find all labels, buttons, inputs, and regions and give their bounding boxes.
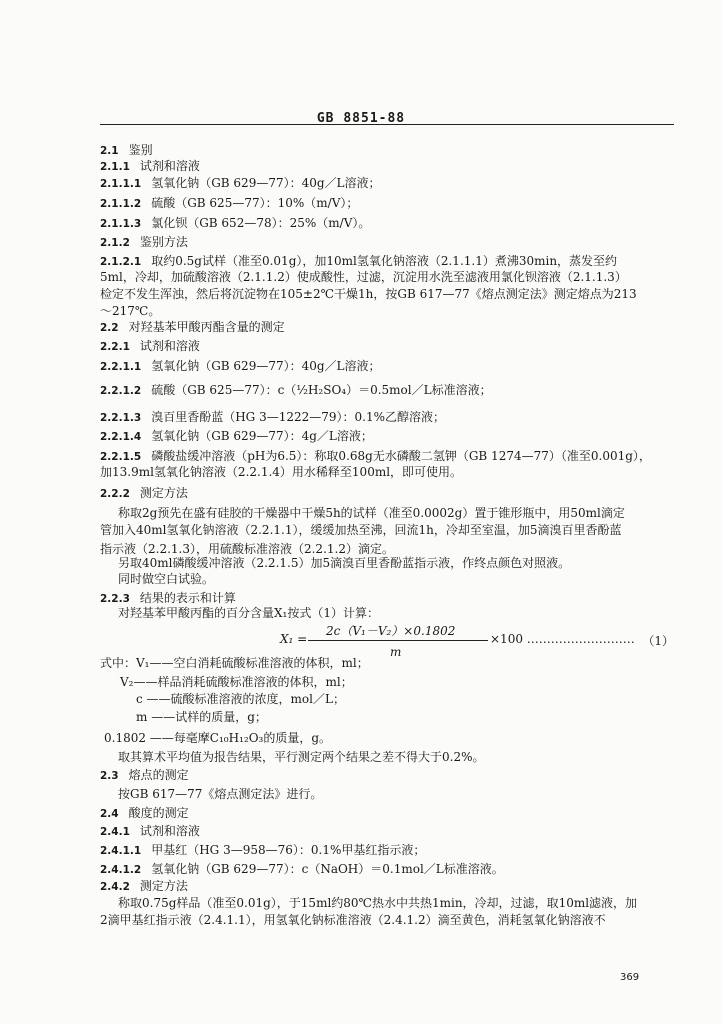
text-line (104, 731, 678, 746)
document-header: GB 8851-88 (316, 111, 406, 126)
text-line (136, 710, 710, 725)
clause-number: 2.4 (100, 808, 119, 820)
formula-1 (280, 622, 674, 658)
clause-number: 2.2.3 (100, 593, 130, 605)
text-line (100, 523, 674, 538)
clause-text: 指示液（2.2.1.3），用硫酸标准溶液（2.2.1.2）滴定。 (100, 542, 394, 556)
clause-number: 2.1.2 (100, 237, 130, 249)
clause-text: 溴百里香酚蓝（HG 3—1222—79）：0.1%乙醇溶液； (151, 410, 445, 424)
clause-2-2-3 (100, 591, 674, 607)
clause-text: 试剂和溶液 (139, 339, 200, 353)
clause-number: 2.1.1.2 (100, 198, 142, 210)
clause-text: 5ml，冷却，加硫酸溶液（2.1.1.2）使成酸性，过滤，沉淀用水洗至滤液用氯化钡溶液（2.1.1.3） (100, 270, 627, 284)
clause-text: 按GB 617—77《熔点测定法》进行。 (118, 787, 323, 801)
text-line (100, 656, 674, 671)
clause-number: 2.2.1.3 (100, 412, 142, 424)
clause-text: c ——硫酸标准溶液的浓度，mol／L； (136, 692, 345, 706)
clause-2-1-2 (100, 235, 674, 251)
clause-text: 硫酸（GB 625—77）：10%（m/V）； (151, 196, 359, 210)
clause-text: 熔点的测定 (128, 768, 189, 782)
clause-number: 2.2.2 (100, 488, 130, 500)
clause-text: 对羟基苯甲酸丙酯含量的测定 (128, 320, 285, 334)
clause-2-2 (100, 320, 674, 336)
clause-text: 管加入40ml氢氧化钠溶液（2.2.1.1），缓缓加热至沸，回流1h，冷却至室温，加5滴溴百里香酚蓝 (100, 523, 622, 537)
text-line (120, 675, 694, 690)
clause-text: 磷酸盐缓冲溶液（pH为6.5）：称取0.68g无水磷酸二氢钾（GB 1274—77）（准至0.001g）， (151, 449, 651, 463)
clause-number: 2.2.1.2 (100, 385, 142, 397)
clause-2-1-1-3 (100, 216, 674, 232)
clause-2-1-1 (100, 159, 674, 175)
clause-text: 0.1802 ——每毫摩C₁₀H₁₂O₃的质量，g。 (104, 731, 332, 745)
header-rule (100, 124, 674, 125)
page-number: 369 (620, 972, 640, 983)
clause-2-2-2 (100, 486, 674, 502)
clause-text: 式中：V₁——空白消耗硫酸标准溶液的体积，ml； (100, 656, 369, 670)
clause-text: ～217℃。 (100, 304, 161, 318)
fraction-bar (308, 640, 488, 641)
clause-2-4-1 (100, 824, 674, 840)
clause-number: 2.1.1.3 (100, 218, 142, 230)
text-line (100, 465, 674, 480)
clause-text: 甲基红（HG 3—958—76）：0.1%甲基红指示液； (151, 843, 426, 857)
clause-text: 对羟基苯甲酸丙酯的百分含量X₁按式（1）计算： (118, 606, 379, 620)
formula-lhs: X₁ = (280, 632, 308, 646)
text-line (118, 506, 692, 521)
clause-text: 取其算术平均值为报告结果，平行测定两个结果之差不得大于0.2%。 (118, 750, 485, 764)
clause-2-2-1-2 (100, 383, 674, 399)
clause-text: 测定方法 (139, 486, 188, 500)
clause-number: 2.2.1.1 (100, 361, 142, 373)
formula-denominator: m (390, 645, 402, 659)
clause-number: 2.4.1.1 (100, 845, 142, 857)
equation-number: （1） (642, 634, 674, 648)
text-line (100, 542, 674, 557)
clause-text: 氢氧化钠（GB 629—77）：40g／L溶液； (151, 176, 381, 190)
clause-number: 2.1.1 (100, 161, 130, 173)
clause-2-2-1-1 (100, 359, 674, 375)
clause-text: 试剂和溶液 (139, 824, 200, 838)
clause-text: 氢氧化钠（GB 629—77）：4g／L溶液； (151, 429, 373, 443)
clause-text: m ——试样的质量，g； (136, 710, 267, 724)
text-line (100, 913, 674, 928)
clause-2-4 (100, 806, 674, 822)
clause-number: 2.1 (100, 145, 119, 157)
clause-2-3 (100, 768, 674, 784)
clause-text: V₂——样品消耗硫酸标准溶液的体积，ml； (120, 675, 353, 689)
text-line (100, 287, 674, 302)
text-line (118, 572, 692, 587)
clause-text: 鉴别 (128, 143, 153, 157)
clause-number: 2.2.1.5 (100, 451, 142, 463)
clause-text: 测定方法 (139, 879, 188, 893)
clause-2-4-2 (100, 879, 674, 895)
clause-text: 氯化钡（GB 652—78）：25%（m/V）。 (151, 216, 371, 230)
clause-text: 氢氧化钠（GB 629—77）：c（NaOH）＝0.1mol／L标准溶液。 (151, 862, 504, 876)
clause-text: 鉴别方法 (139, 235, 188, 249)
clause-number: 2.4.1 (100, 826, 130, 838)
clause-2-2-1-5 (100, 449, 674, 465)
clause-2-1 (100, 143, 674, 159)
text-line (118, 556, 692, 571)
clause-text: 酸度的测定 (128, 806, 189, 820)
clause-2-1-1-1 (100, 176, 674, 192)
clause-number: 2.3 (100, 770, 119, 782)
formula-tail: ×100 ……………………… (490, 632, 635, 646)
clause-2-4-1-2 (100, 862, 674, 878)
clause-text: 称取2g预先在盛有硅胶的干燥器中干燥5h的试样（准至0.0002g）置于锥形瓶中，用50ml滴定 (118, 506, 625, 520)
clause-text: 取约0.5g试样（准至0.01g），加10ml氢氧化钠溶液（2.1.1.1）煮沸30min，蒸发至约 (151, 254, 618, 268)
text-line (118, 787, 692, 802)
clause-text: 同时做空白试验。 (118, 572, 215, 586)
clause-2-1-1-2 (100, 196, 674, 212)
clause-text: 称取0.75g样品（准至0.01g），于15ml约80℃热水中共热1min，冷却，过滤，取10ml滤液，加 (118, 896, 638, 910)
clause-number: 2.1.2.1 (100, 256, 142, 268)
clause-text: 另取40ml磷酸缓冲溶液（2.2.1.5）加5滴溴百里香酚蓝指示液，作终点颜色对照液。 (118, 556, 571, 570)
clause-text: 加13.9ml氢氧化钠溶液（2.2.1.4）用水稀释至100ml，即可使用。 (100, 465, 463, 479)
clause-number: 2.1.1.1 (100, 178, 142, 190)
text-line (136, 692, 710, 707)
clause-number: 2.4.1.2 (100, 864, 142, 876)
clause-2-2-1-3 (100, 410, 674, 426)
clause-text: 结果的表示和计算 (139, 591, 236, 605)
clause-text: 试剂和溶液 (139, 159, 200, 173)
clause-2-4-1-1 (100, 843, 674, 859)
clause-number: 2.2 (100, 322, 119, 334)
clause-number: 2.4.2 (100, 881, 130, 893)
formula-numerator: 2c（V₁－V₂）×0.1802 (326, 624, 456, 638)
clause-text: 氢氧化钠（GB 629—77）：40g／L溶液； (151, 359, 381, 373)
clause-2-2-1-4 (100, 429, 674, 445)
text-line (118, 606, 692, 621)
text-line (118, 750, 692, 765)
clause-number: 2.2.1.4 (100, 431, 142, 443)
clause-text: 硫酸（GB 625—77）：c（½H₂SO₄）＝0.5mol／L标准溶液； (151, 383, 492, 397)
clause-2-2-1 (100, 339, 674, 355)
clause-text: 检定不发生浑浊，然后将沉淀物在105±2℃干燥1h，按GB 617—77《熔点测定法》测定熔点为213 (100, 287, 637, 301)
text-line (118, 896, 692, 911)
text-line (100, 270, 674, 285)
text-line (100, 304, 674, 319)
clause-text: 2滴甲基红指示液（2.4.1.1），用氢氧化钠标准溶液（2.4.1.2）滴至黄色，消耗氢氧化钠溶液不 (100, 913, 606, 927)
clause-2-1-2-1 (100, 254, 674, 270)
clause-number: 2.2.1 (100, 341, 130, 353)
